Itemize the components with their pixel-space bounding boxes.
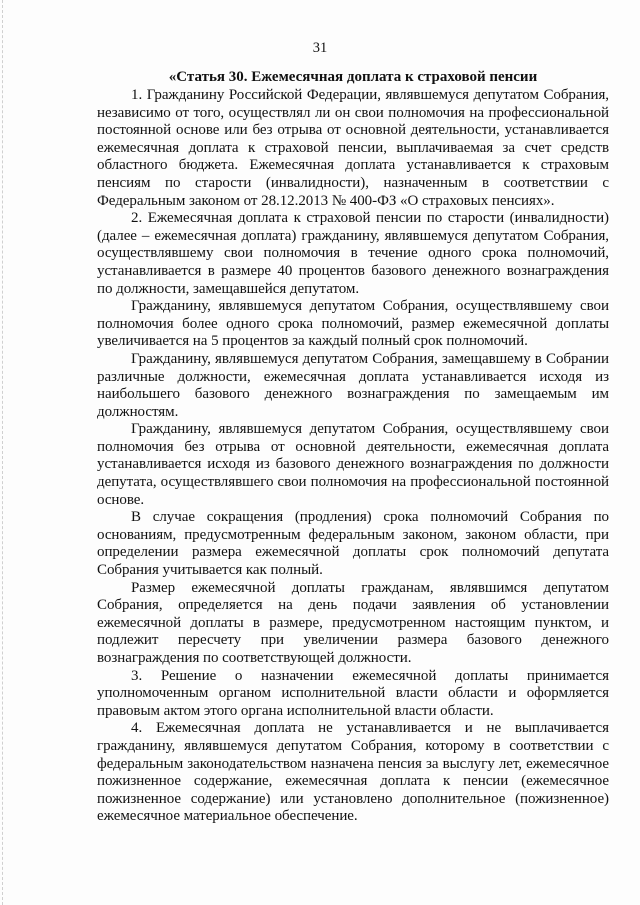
article-heading: «Статья 30. Ежемесячная доплата к страховой пенсии xyxy=(168,69,538,85)
paragraph-3: Гражданину, являвшемуся депутатом Собрания, осуществлявшему свои полномочия более одного срока полномочий, размер ежемесячной доплаты увеличивается на 5 процентов за каждый полный срок полномочий. xyxy=(97,298,609,350)
scan-edge-line xyxy=(2,0,4,905)
paragraph-9: 4. Ежемесячная доплата не устанавливается и не выплачивается гражданину, являвшемуся депутатом Собрания, которому в соответствии с федеральным законодательством назначена пенсия за выслугу лет, ежемесячное пожизненное содержание, ежемесячная доплата к пенсии (ежемесячное пожизненное содержание) или установлено дополнительное (пожизненное) ежемесячное материальное обеспечение. xyxy=(97,720,609,825)
page-number: 31 xyxy=(312,40,328,56)
paragraph-7: Размер ежемесячной доплаты гражданам, являвшимся депутатом Собрания, определяется на день подачи заявления об установлении ежемесячной доплаты в размере, предусмотренном настоящим пунктом, и подлежит пересчету при увеличении размера базового денежного вознаграждения по соответствующей должности. xyxy=(97,579,609,666)
paragraph-1: 1. Гражданину Российской Федерации, являвшемуся депутатом Собрания, независимо от того, осуществлял ли он свои полномочия на профессиональной постоянной основе или без отрыва от основной деятельности, устанавливается ежемесячная доплата к страховой пенсии, выплачиваемая за счет средств областного бюджета. Ежемесячная доплата устанавливается к страховым пенсиям по старости (инвалидности), назначенным в соответствии с Федеральным законом от 28.12.2013 № 400-ФЗ «О страховых пенсиях». xyxy=(97,87,609,209)
paragraph-2: 2. Ежемесячная доплата к страховой пенсии по старости (инвалидности) (далее – ежемесячная доплата) гражданину, являвшемуся депутатом Собрания, осуществлявшему свои полномочия в течение одного срока полномочий, устанавливается в размере 40 процентов базового денежного вознаграждения по должности, замещавшейся депутатом. xyxy=(97,210,609,297)
article-body xyxy=(97,68,609,826)
paragraph-8: 3. Решение о назначении ежемесячной доплаты принимается уполномоченным органом исполнительной власти области и оформляется правовым актом этого органа исполнительной власти области. xyxy=(97,667,609,719)
paragraph-4: Гражданину, являвшемуся депутатом Собрания, замещавшему в Собрании различные должности, ежемесячная доплата устанавливается исходя из наибольшего базового денежного вознаграждения по замещаемым им должностям. xyxy=(97,350,609,420)
paragraph-5: Гражданину, являвшемуся депутатом Собрания, осуществлявшему свои полномочия без отрыва от основной деятельности, ежемесячная доплата устанавливается исходя из базового денежного вознаграждения по должности депутата, осуществлявшего свои полномочия на профессиональной постоянной основе. xyxy=(97,421,609,508)
paragraph-6: В случае сокращения (продления) срока полномочий Собрания по основаниям, предусмотренным федеральным законом, законом области, при определении размера ежемесячной доплаты срок полномочий депутата Собрания учитывается как полный. xyxy=(97,509,609,579)
